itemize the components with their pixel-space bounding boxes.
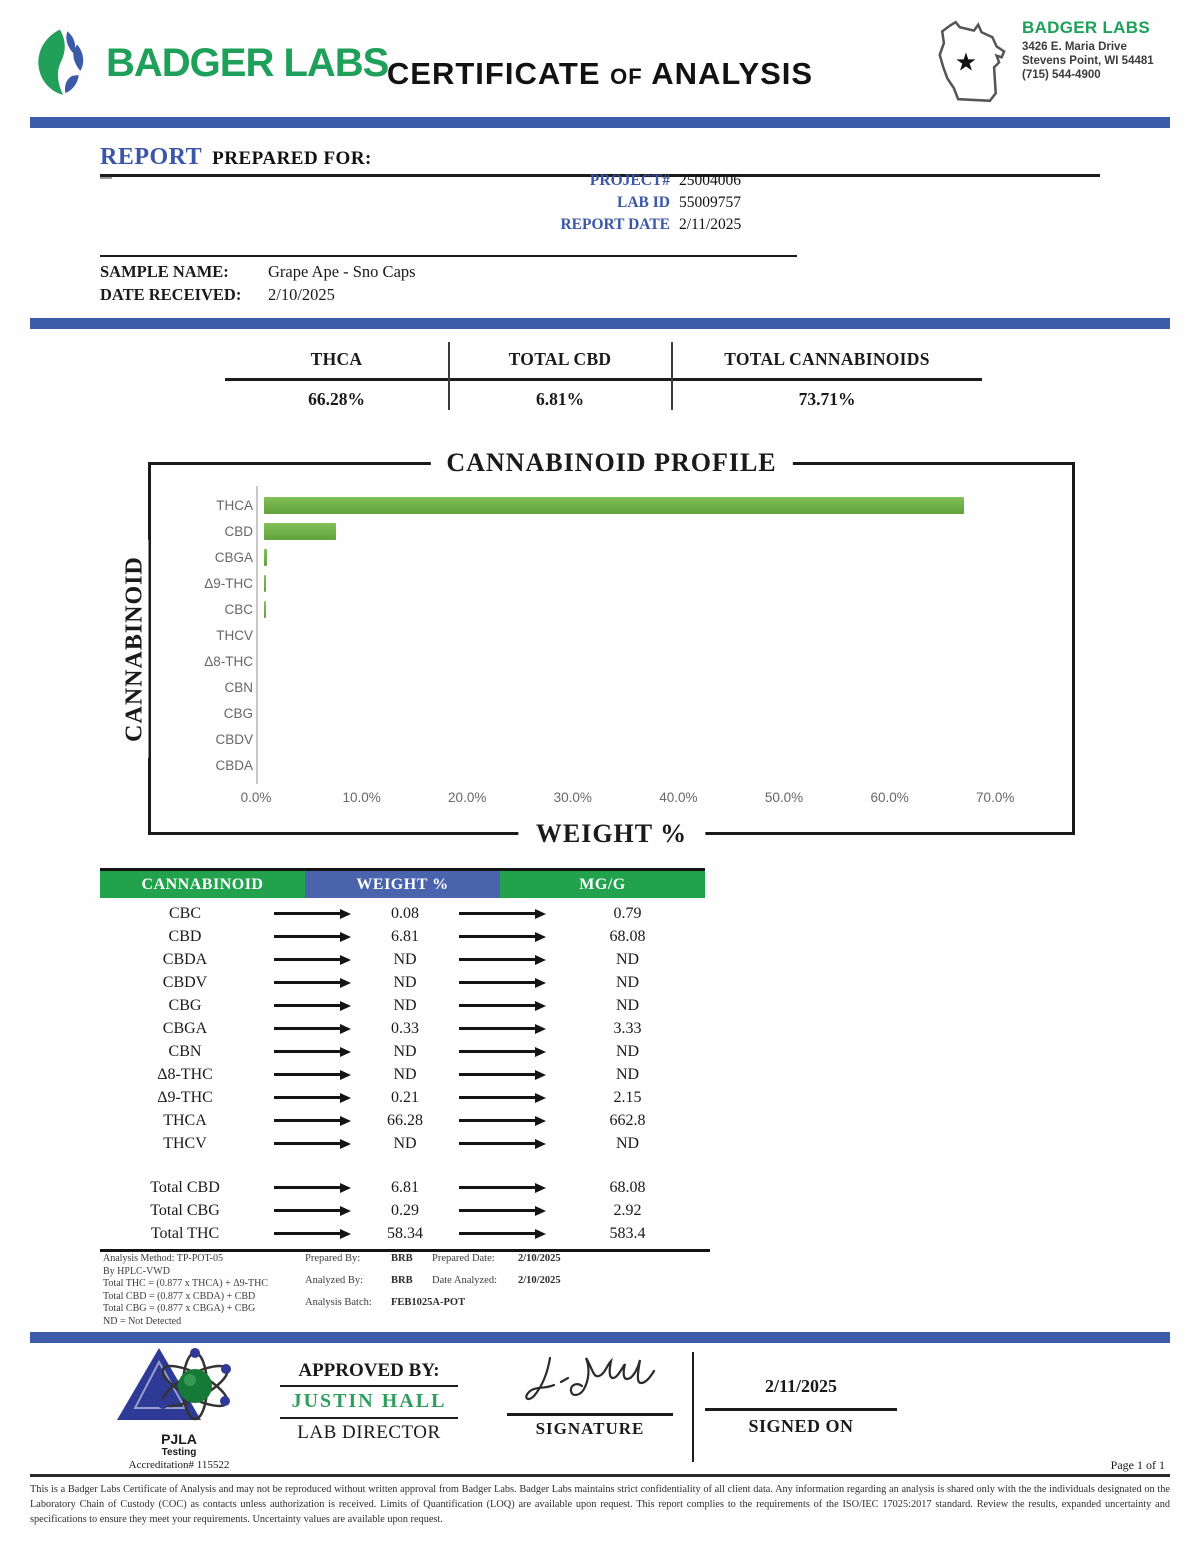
chart-bar-CBD: [264, 523, 336, 540]
signed-on-label: SIGNED ON: [748, 1416, 854, 1436]
date-analyzed-value: 2/10/2025: [518, 1275, 561, 1286]
signed-on-line: [705, 1408, 897, 1411]
pjla-sub: Testing: [161, 1447, 197, 1458]
chart-tick-label: 10.0%: [342, 790, 381, 805]
table-spacer: [100, 1155, 705, 1176]
summary-divider: [671, 342, 673, 410]
chart-bar-CBC: [264, 601, 266, 618]
row-weight-percent: 0.29: [391, 1201, 419, 1219]
dates-notes: Prepared Date: 2/10/2025 Date Analyzed: 2/10/2025: [432, 1253, 561, 1286]
row-cannabinoid-name: CBGA: [162, 1019, 208, 1037]
arrow-icon: [270, 1093, 355, 1103]
method-note-line: Total THC = (0.877 x THCA) + Δ9-THC: [103, 1278, 268, 1289]
chart-category-label: CBDV: [215, 731, 253, 747]
chart-tick-label: 0.0%: [240, 790, 272, 805]
report-field-row: [430, 216, 765, 238]
chart-row-CBN: [161, 674, 1072, 700]
table-row: [100, 1040, 705, 1063]
row-mg-per-g: 583.4: [609, 1224, 646, 1242]
prepared-date-value: 2/10/2025: [518, 1253, 561, 1264]
chart-tick-label: 20.0%: [448, 790, 487, 805]
report-field-value: 55009757: [679, 194, 741, 211]
row-cannabinoid-name: Δ9-THC: [157, 1088, 213, 1106]
chart-title: CANNABINOID PROFILE: [430, 448, 792, 478]
chart-category-label: THCA: [216, 497, 253, 513]
summary-divider: [448, 342, 450, 410]
table-row: [100, 994, 705, 1017]
analyzed-by-value: BRB: [391, 1275, 413, 1286]
row-cannabinoid-name: CBDA: [162, 950, 208, 968]
row-cannabinoid-name: Total CBG: [150, 1201, 220, 1219]
date-received-row: DATE RECEIVED: 2/10/2025: [100, 285, 335, 304]
arrow-icon: [270, 932, 355, 942]
pjla-org: PJLA: [161, 1431, 197, 1447]
report-field-label: PROJECT#: [589, 172, 670, 189]
arrow-icon: [455, 1116, 550, 1126]
row-mg-per-g: ND: [615, 996, 640, 1014]
row-cannabinoid-name: CBG: [168, 996, 202, 1014]
table-row: [100, 1132, 705, 1155]
table-header-mg-g: MG/G: [500, 871, 705, 898]
method-note-line: Total CBG = (0.877 x CBGA) + CBG: [103, 1303, 256, 1314]
sample-section-rule: [100, 255, 797, 257]
accreditation-number: Accreditation# 115522: [128, 1459, 230, 1471]
method-note-line: ND = Not Detected: [103, 1315, 182, 1327]
row-cannabinoid-name: THCA: [163, 1111, 207, 1129]
divider-rule-bottom: [30, 1332, 1170, 1343]
summary-header: THCA: [310, 348, 363, 369]
svg-text:★: ★: [954, 49, 978, 77]
table-row: [100, 925, 705, 948]
table-row: [100, 1199, 705, 1222]
cannabinoid-table: [100, 868, 705, 1252]
lab-address: 3426 E. Maria Drive Stevens Point, WI 54481 (715) 544-4900: [1022, 41, 1154, 81]
row-weight-percent: 58.34: [387, 1224, 423, 1242]
chart-row-CBGA: [161, 544, 1072, 570]
signed-on-date: 2/11/2025: [764, 1376, 837, 1396]
table-row: [100, 1086, 705, 1109]
arrow-icon: [455, 909, 550, 919]
arrow-icon: [455, 1139, 550, 1149]
table-row: [100, 948, 705, 971]
badger-head-icon: [30, 26, 96, 101]
summary-value: 73.71%: [798, 388, 856, 409]
chart-category-label: CBN: [224, 679, 253, 695]
row-mg-per-g: ND: [615, 1134, 640, 1152]
chart-y-axis-label: CANNABINOID: [122, 540, 149, 758]
method-note-line: Total CBD = (0.877 x CBDA) + CBD: [103, 1290, 256, 1302]
disclaimer-text: This is a Badger Labs Certificate of Analysis and may not be reproduced without written approval from Badger Labs. Badger Labs maintains strict confidentiality of all client data. Any information regarding an analysis is shared only with the the individuals designated on the Laboratory Chain of Custody (COC) as contacts unless authorization is received. Limits of Quantification (LOQ) are available upon request. This report complies to the requirements of the ISO/IEC 17025:2017 standard. Review the results, expanded uncertainty and specifications to ensure they meet your requirements. Uncertainty values are available upon request.: [30, 1474, 1170, 1527]
arrow-icon: [270, 955, 355, 965]
row-weight-percent: ND: [393, 1134, 417, 1152]
row-weight-percent: 0.33: [391, 1019, 419, 1037]
chart-tick-label: 60.0%: [870, 790, 909, 805]
signature-label: SIGNATURE: [535, 1419, 645, 1438]
row-cannabinoid-name: Total THC: [150, 1224, 220, 1242]
table-header-weight-: WEIGHT %: [305, 871, 500, 898]
row-mg-per-g: 3.33: [613, 1019, 642, 1037]
chart-bar-Δ9-THC: [264, 575, 266, 592]
chart-x-axis-label: WEIGHT %: [518, 819, 705, 849]
chart-row-THCA: [161, 492, 1072, 518]
arrow-icon: [270, 978, 355, 988]
divider-rule-middle: [30, 318, 1170, 329]
arrow-icon: [270, 1047, 355, 1057]
chart-tick-label: 40.0%: [659, 790, 698, 805]
arrow-icon: [270, 1139, 355, 1149]
row-mg-per-g: ND: [615, 950, 640, 968]
chart-bar-CBGA: [264, 549, 267, 566]
table-row: [100, 1063, 705, 1086]
logo-wordmark: BADGER LABS: [106, 41, 389, 85]
approver-title: LAB DIRECTOR: [297, 1422, 441, 1443]
potency-summary: [225, 340, 982, 417]
arrow-icon: [455, 1206, 550, 1216]
arrow-icon: [455, 1024, 550, 1034]
row-weight-percent: ND: [393, 950, 417, 968]
arrow-icon: [270, 1070, 355, 1080]
prepared-analyzed-notes: Prepared By: BRB Analyzed By: BRB Analysis Batch: FEB1025A-POT: [305, 1253, 466, 1308]
row-weight-percent: ND: [393, 1042, 417, 1060]
table-row: [100, 971, 705, 994]
chart-category-label: CBGA: [214, 549, 253, 565]
approver-name: JUSTIN HALL: [280, 1387, 458, 1419]
arrow-icon: [455, 1070, 550, 1080]
chart-row-CBD: [161, 518, 1072, 544]
chart-category-label: THCV: [216, 627, 253, 643]
pjla-accreditation-block: [104, 1346, 254, 1471]
row-mg-per-g: 68.08: [609, 1178, 646, 1196]
report-field-value: 25004006: [679, 172, 741, 189]
arrow-icon: [455, 1183, 550, 1193]
row-cannabinoid-name: Total CBD: [150, 1178, 220, 1196]
table-row: [100, 1017, 705, 1040]
table-header-cannabinoid: CANNABINOID: [100, 871, 305, 898]
summary-value: 66.28%: [308, 388, 365, 409]
table-row: [100, 902, 705, 925]
signature-image: [520, 1352, 680, 1415]
chart-tick-label: 70.0%: [976, 790, 1015, 805]
footer-divider-line: [692, 1352, 694, 1462]
table-row: [100, 1222, 705, 1245]
arrow-icon: [270, 909, 355, 919]
cannabinoid-profile-chart: [121, 448, 1075, 848]
wisconsin-map-icon: [932, 18, 1016, 115]
row-weight-percent: 0.08: [391, 904, 419, 922]
arrow-icon: [270, 1229, 355, 1239]
page-title: CERTIFICATE OF ANALYSIS: [386, 56, 814, 91]
row-weight-percent: ND: [393, 1065, 417, 1083]
row-weight-percent: ND: [393, 973, 417, 991]
arrow-icon: [455, 1093, 550, 1103]
chart-row-CBG: [161, 700, 1072, 726]
row-cannabinoid-name: THCV: [163, 1134, 207, 1152]
table-bottom-rule: [100, 1249, 710, 1252]
method-note-line: Analysis Method: TP-POT-05: [103, 1253, 224, 1264]
arrow-icon: [270, 1206, 355, 1216]
lab-name: BADGER LABS: [1022, 18, 1150, 37]
report-field-label: REPORT DATE: [560, 216, 670, 233]
row-cannabinoid-name: Δ8-THC: [157, 1065, 213, 1083]
summary-header: TOTAL CBD: [508, 348, 612, 369]
chart-tick-label: 30.0%: [553, 790, 592, 805]
chart-category-label: Δ8-THC: [204, 653, 253, 669]
lab-address-block: [932, 18, 1192, 115]
chart-row-CBC: [161, 596, 1072, 622]
approved-by-label: APPROVED BY:: [280, 1360, 458, 1387]
chart-category-label: CBDA: [215, 757, 253, 773]
chart-category-label: CBG: [223, 705, 253, 721]
row-cannabinoid-name: CBC: [168, 904, 201, 922]
pjla-logo-icon: [113, 1411, 245, 1428]
row-weight-percent: 0.21: [391, 1088, 419, 1106]
report-field-row: [430, 194, 765, 216]
summary-header: TOTAL CANNABINOIDS: [724, 348, 930, 369]
row-mg-per-g: 662.8: [609, 1111, 646, 1129]
page-number: Page 1 of 1: [1110, 1458, 1165, 1472]
chart-row-Δ9-THC: [161, 570, 1072, 596]
row-weight-percent: 6.81: [391, 927, 419, 945]
chart-category-label: Δ9-THC: [204, 575, 253, 591]
divider-rule-top: [30, 117, 1170, 128]
chart-row-Δ8-THC: [161, 648, 1072, 674]
report-field-value: 2/11/2025: [679, 216, 742, 233]
redacted-client-mark: [100, 177, 112, 179]
row-mg-per-g: ND: [615, 1065, 640, 1083]
sample-name-value: Grape Ape - Sno Caps: [268, 262, 416, 281]
analysis-batch-value: FEB1025A-POT: [391, 1297, 466, 1308]
report-fields: [430, 172, 765, 238]
row-weight-percent: 66.28: [387, 1111, 423, 1129]
chart-plot-area: [161, 492, 1072, 778]
arrow-icon: [455, 1047, 550, 1057]
row-mg-per-g: 68.08: [609, 927, 646, 945]
table-row: [100, 1176, 705, 1199]
signature-line: [507, 1413, 673, 1416]
row-cannabinoid-name: CBDV: [162, 973, 208, 991]
cannabinoid-table-header: [100, 868, 705, 898]
arrow-icon: [455, 1229, 550, 1239]
arrow-icon: [455, 978, 550, 988]
row-cannabinoid-name: CBN: [168, 1042, 202, 1060]
row-mg-per-g: ND: [615, 973, 640, 991]
chart-x-ticks: [161, 790, 1072, 812]
row-mg-per-g: 2.92: [613, 1201, 642, 1219]
chart-row-CBDV: [161, 726, 1072, 752]
sample-name-row: SAMPLE NAME: Grape Ape - Sno Caps: [100, 262, 416, 281]
chart-tick-label: 50.0%: [764, 790, 804, 805]
arrow-icon: [455, 932, 550, 942]
approved-by-block: [280, 1360, 458, 1444]
arrow-icon: [270, 1116, 355, 1126]
date-received-value: 2/10/2025: [268, 285, 335, 304]
row-cannabinoid-name: CBD: [168, 927, 202, 945]
report-field-row: [430, 172, 765, 194]
row-mg-per-g: 0.79: [613, 904, 642, 922]
arrow-icon: [270, 1183, 355, 1193]
chart-row-CBDA: [161, 752, 1072, 778]
summary-value: 6.81%: [535, 388, 585, 409]
chart-bar-THCA: [264, 497, 964, 514]
row-weight-percent: 6.81: [391, 1178, 419, 1196]
method-note-line: By HPLC-VWD: [103, 1265, 170, 1277]
table-row: [100, 1109, 705, 1132]
report-field-label: LAB ID: [617, 194, 670, 211]
arrow-icon: [270, 1024, 355, 1034]
row-weight-percent: ND: [393, 996, 417, 1014]
chart-category-label: CBC: [224, 601, 253, 617]
chart-row-THCV: [161, 622, 1072, 648]
prepared-by-value: BRB: [391, 1253, 413, 1264]
row-mg-per-g: 2.15: [613, 1088, 642, 1106]
arrow-icon: [270, 1001, 355, 1011]
chart-category-label: CBD: [224, 523, 253, 539]
arrow-icon: [455, 955, 550, 965]
arrow-icon: [455, 1001, 550, 1011]
row-mg-per-g: ND: [615, 1042, 640, 1060]
report-prepared-for-heading: REPORT PREPARED FOR:: [100, 144, 1100, 177]
